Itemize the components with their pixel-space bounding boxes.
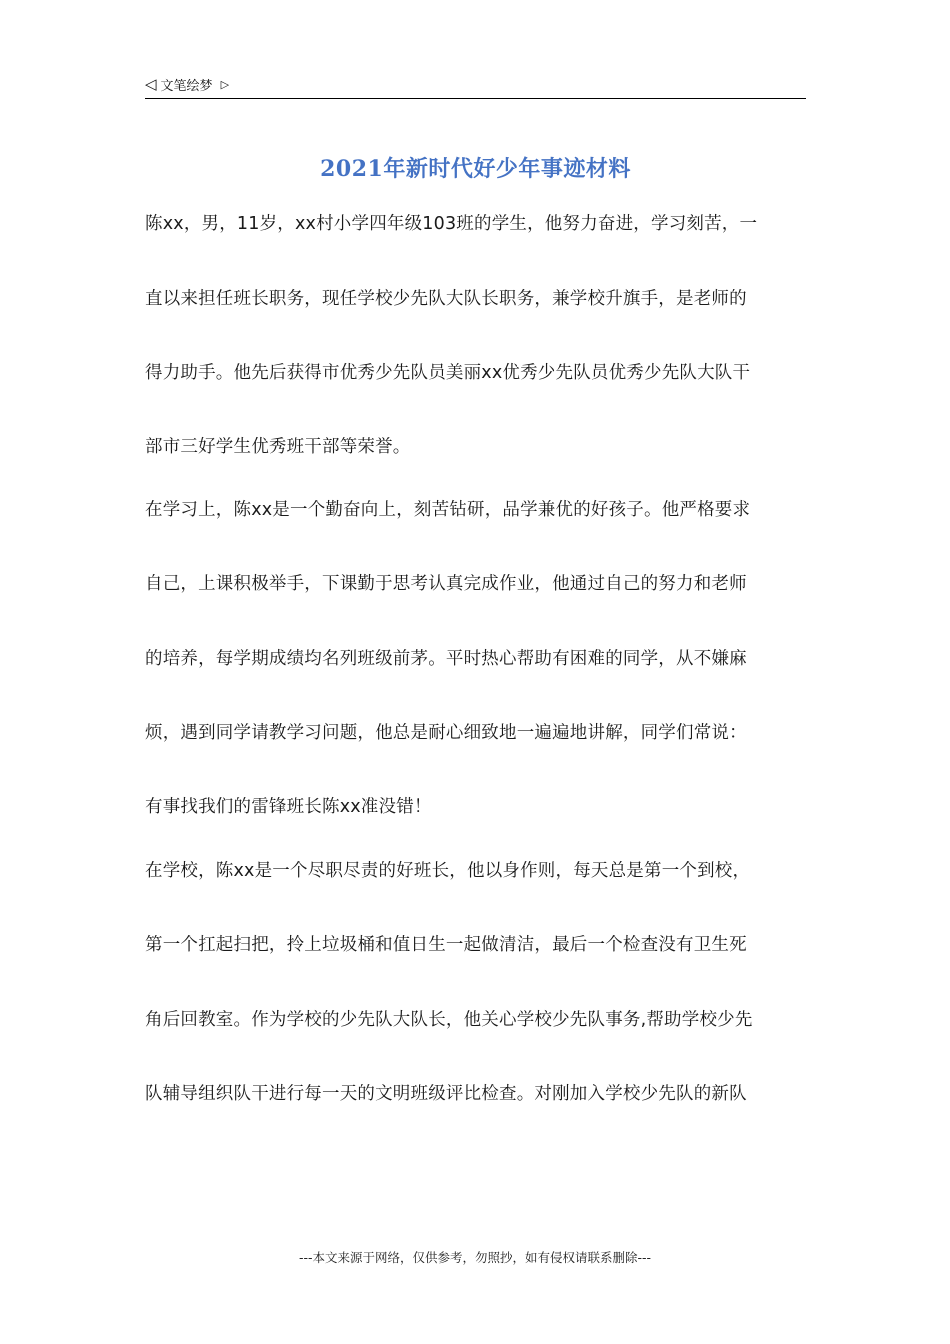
text-line: 得力助手。他先后获得市优秀少先队员美丽xx优秀少先队员优秀少先队大队干	[145, 363, 751, 383]
text-line: 直以来担任班长职务，现任学校少先队大队长职务，兼学校升旗手，是老师的	[145, 289, 747, 309]
header-brand-row	[145, 74, 806, 94]
page-footer: ---本文来源于网络，仅供参考，勿照抄，如有侵权请联系删除---	[298, 1250, 652, 1265]
text-line: 有事找我们的雷锋班长陈xx准没错！	[145, 797, 432, 817]
text-line: 在学校，陈xx是一个尽职尽责的好班长，他以身作则，每天总是第一个到校，	[145, 861, 751, 881]
text-line: 队辅导组织队干进行每一天的文明班级评比检查。对刚加入学校少先队的新队	[145, 1084, 747, 1104]
document-title: 2021年新时代好少年事迹材料	[320, 156, 631, 182]
left-triangle-icon: ◁	[145, 74, 157, 93]
text-line: 部市三好学生优秀班干部等荣誉。	[145, 437, 411, 457]
header-brand: 文笔绘梦	[160, 78, 213, 94]
text-line: 在学习上，陈xx是一个勤奋向上，刻苦钻研，品学兼优的好孩子。他严格要求	[145, 500, 751, 520]
right-triangle-icon: ▷	[220, 77, 230, 91]
text-line: 自己，上课积极举手，下课勤于思考认真完成作业，他通过自己的努力和老师	[145, 574, 747, 594]
text-line: 角后回教室。作为学校的少先队大队长，他关心学校少先队事务,帮助学校少先	[145, 1010, 753, 1030]
page-header	[145, 74, 806, 99]
text-line: 第一个扛起扫把，拎上垃圾桶和值日生一起做清洁，最后一个检查没有卫生死	[145, 935, 747, 955]
text-line: 烦，遇到同学请教学习问题，他总是耐心细致地一遍遍地讲解，同学们常说：	[145, 723, 747, 743]
text-line: 陈xx，男，11岁，xx村小学四年级103班的学生，他努力奋进，学习刻苦，一	[145, 214, 758, 234]
text-line: 的培养，每学期成绩均名列班级前茅。平时热心帮助有困难的同学，从不嫌麻	[145, 649, 747, 669]
